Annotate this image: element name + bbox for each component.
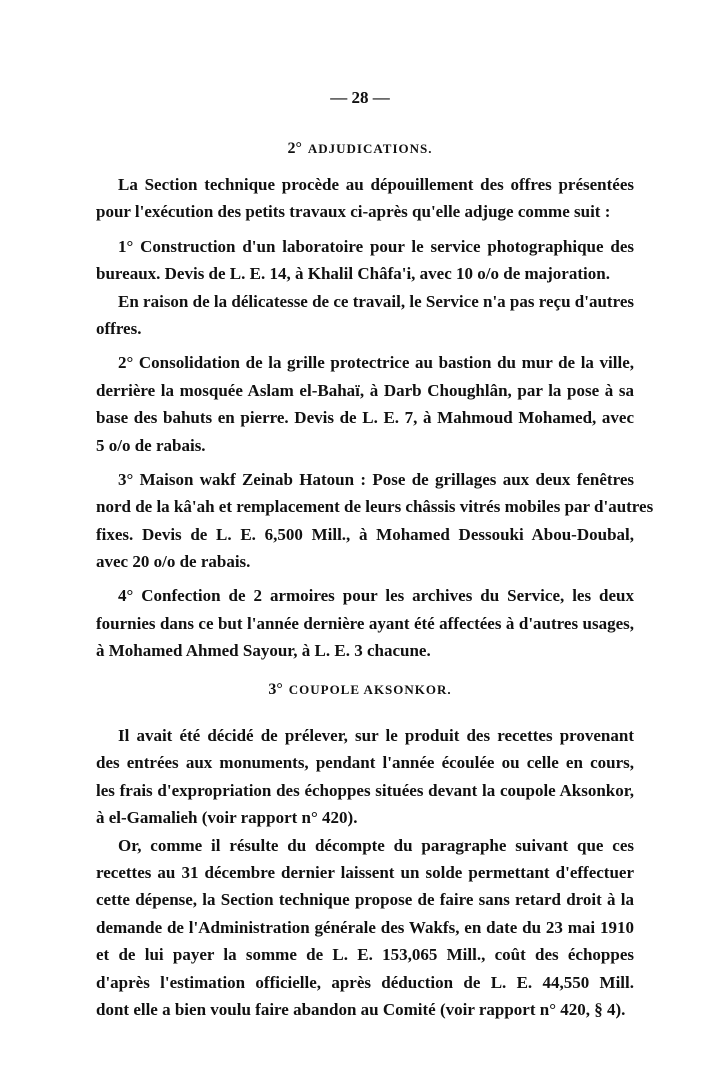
text-line: base des bahuts en pierre. Devis de L. E. 7, à Mahmoud Mohamed, avec — [96, 408, 634, 428]
paragraph — [96, 582, 634, 664]
paragraph — [96, 233, 634, 288]
section-number: 3° — [268, 681, 283, 698]
text-line: des entrées aux monuments, pendant l'année écoulée ou celle en cours, — [96, 753, 634, 773]
paragraph — [96, 466, 654, 576]
text-line: 5 o/o de rabais. — [96, 435, 206, 455]
paragraph — [96, 171, 634, 226]
page-number: — 28 — — [330, 88, 390, 107]
text-line: dont elle a bien voulu faire abandon au Comité (voir rapport n° 420, § 4). — [96, 999, 626, 1019]
text-line: recettes au 31 décembre dernier laissent un solde permettant d'effectuer — [96, 862, 634, 882]
section-title: ADJUDICATIONS. — [307, 141, 433, 156]
text-line: à el-Gamalieh (voir rapport n° 420). — [96, 808, 358, 828]
text-line: 3° Maison wakf Zeinab Hatoun : Pose de grillages aux deux fenêtres — [118, 469, 634, 489]
text-line: 2° Consolidation de la grille protectrice au bastion du mur de la ville, — [118, 353, 634, 373]
text-line: d'après l'estimation officielle, après déduction de L. E. 44,550 Mill. — [96, 972, 634, 992]
text-line: nord de la kâ'ah et remplacement de leurs châssis vitrés mobiles par d'autres — [96, 497, 654, 517]
text-line: derrière la mosquée Aslam el-Bahaï, à Darb Choughlân, par la pose à sa — [96, 380, 634, 400]
text-line: Or, comme il résulte du décompte du paragraphe suivant que ces — [118, 835, 634, 855]
text-line: avec 20 o/o de rabais. — [96, 552, 251, 572]
section-title: COUPOLE AKSONKOR. — [288, 682, 452, 697]
text-line: La Section technique procède au dépouillement des offres présentées — [118, 175, 634, 194]
section-heading-coupole-aksonkor — [0, 681, 720, 699]
text-line: à Mohamed Ahmed Sayour, à L. E. 3 chacune. — [96, 641, 431, 661]
text-line: demande de l'Administration générale des Wakfs, en date du 23 mai 1910 — [96, 917, 634, 937]
text-line: Il avait été décidé de prélever, sur le produit des recettes provenant — [118, 726, 634, 745]
text-line: et de lui payer la somme de L. E. 153,065 Mill., coût des échoppes — [96, 945, 634, 965]
section-heading-adjudications — [0, 140, 720, 158]
paragraph — [96, 722, 634, 832]
paragraph — [96, 349, 634, 459]
text-line: En raison de la délicatesse de ce travail, le Service n'a pas reçu d'autres — [118, 291, 634, 311]
text-line: cette dépense, la Section technique propose de faire sans retard droit à la — [96, 890, 634, 910]
text-line: offres. — [96, 318, 142, 338]
text-line: fournies dans ce but l'année dernière ayant été affectées à d'autres usages, — [96, 613, 634, 633]
paragraph — [96, 288, 634, 343]
text-line: pour l'exécution des petits travaux ci-après qu'elle adjuge comme suit : — [96, 202, 611, 222]
section-number: 2° — [287, 140, 302, 157]
section-body-adjudications — [96, 171, 654, 665]
section-body-coupole-aksonkor — [96, 722, 634, 1023]
paragraph — [96, 832, 634, 1024]
text-line: fixes. Devis de L. E. 6,500 Mill., à Mohamed Dessouki Abou-Doubal, — [96, 524, 634, 544]
text-line: 1° Construction d'un laboratoire pour le service photographique des — [118, 236, 634, 256]
text-line: les frais d'expropriation des échoppes situées devant la coupole Aksonkor, — [96, 780, 634, 800]
text-line: bureaux. Devis de L. E. 14, à Khalil Châfa'i, avec 10 o/o de majoration. — [96, 264, 610, 284]
text-line: 4° Confection de 2 armoires pour les archives du Service, les deux — [118, 586, 634, 606]
